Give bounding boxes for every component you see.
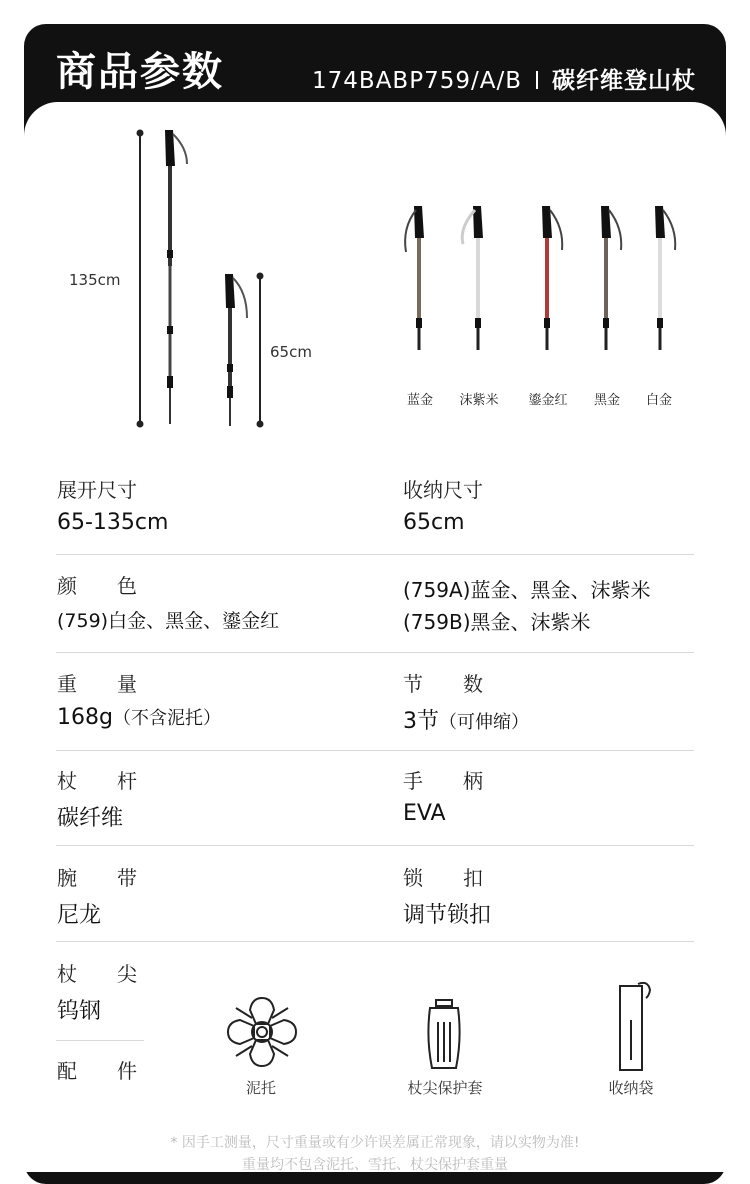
sections-note: （可伸缩） — [439, 712, 529, 733]
divider — [56, 1040, 144, 1041]
pole-variant-black-gold — [601, 206, 621, 350]
accessory-mud-basket-label: 泥托 — [245, 1079, 276, 1097]
spec-value-shaft: 碳纤维 — [57, 806, 124, 831]
spec-value-color-759a: (759A)蓝金、黑金、沫紫米 — [403, 578, 651, 602]
collapsed-length-label: 65cm — [270, 343, 312, 361]
extended-length-label: 135cm — [69, 271, 121, 289]
spec-label-tip: 杖 尖 — [57, 962, 137, 986]
accessory-tip-protector-label: 杖尖保护套 — [407, 1079, 483, 1097]
footnote-weight: 重量均不包含泥托、雪托、杖尖保护套重量 — [242, 1157, 508, 1173]
model-number: 174BABP759/A/B — [312, 68, 522, 94]
spec-value-storage-size: 65cm — [403, 510, 465, 535]
spec-value-handle: EVA — [403, 801, 446, 826]
color-label-blue-gold: 蓝金 — [406, 393, 433, 408]
divider — [56, 652, 694, 653]
storage-bag-icon — [612, 980, 656, 1072]
spec-label-lock: 锁 扣 — [403, 866, 483, 890]
mud-basket-icon — [224, 994, 300, 1070]
color-label-black-gold: 黑金 — [593, 393, 620, 408]
color-label-white-gold: 白金 — [645, 393, 672, 408]
divider — [56, 941, 694, 942]
spec-label-handle: 手 柄 — [403, 769, 483, 793]
page-title: 商品参数 — [56, 49, 224, 95]
tip-protector-icon — [422, 998, 466, 1072]
weight-value: 168g — [57, 705, 113, 730]
spec-value-sections — [403, 704, 529, 735]
color-label-gold-red: 鎏金红 — [528, 393, 568, 408]
spec-label-storage-size: 收纳尺寸 — [403, 478, 483, 502]
footnote-measurement: * 因手工测量，尺寸重量或有少许误差属正常现象，请以实物为准! — [170, 1135, 580, 1151]
spec-value-color-759b: (759B)黑金、沫紫米 — [403, 610, 591, 634]
accessory-storage-bag-label: 收纳袋 — [608, 1079, 654, 1097]
pole-variant-purple-rice — [462, 206, 483, 350]
pole-variant-white-gold — [655, 206, 675, 350]
spec-value-wrist-strap: 尼龙 — [57, 903, 102, 928]
pole-variant-blue-gold — [405, 206, 424, 350]
spec-label-color: 颜 色 — [57, 574, 137, 598]
product-name: 碳纤维登山杖 — [552, 68, 696, 94]
sections-value: 3节 — [403, 709, 439, 734]
spec-value-color-759: (759)白金、黑金、鎏金红 — [57, 610, 280, 632]
spec-label-wrist-strap: 腕 带 — [57, 866, 137, 890]
divider — [56, 554, 694, 555]
color-label-purple-rice: 沫紫米 — [459, 393, 499, 408]
pole-variant-gold-red — [542, 206, 562, 350]
divider — [56, 845, 694, 846]
spec-label-shaft: 杖 杆 — [57, 769, 137, 793]
spec-value-tip: 钨钢 — [57, 999, 102, 1024]
weight-note: （不含泥托） — [112, 708, 221, 729]
spec-value-lock: 调节锁扣 — [403, 903, 492, 928]
spec-label-sections: 节 数 — [403, 672, 483, 696]
divider — [56, 750, 694, 751]
spec-value-weight — [57, 704, 221, 730]
spec-label-extended-size: 展开尺寸 — [57, 478, 137, 502]
spec-label-accessories: 配 件 — [57, 1059, 137, 1083]
spec-value-extended-size: 65-135cm — [57, 510, 169, 535]
spec-label-weight: 重 量 — [57, 672, 137, 696]
